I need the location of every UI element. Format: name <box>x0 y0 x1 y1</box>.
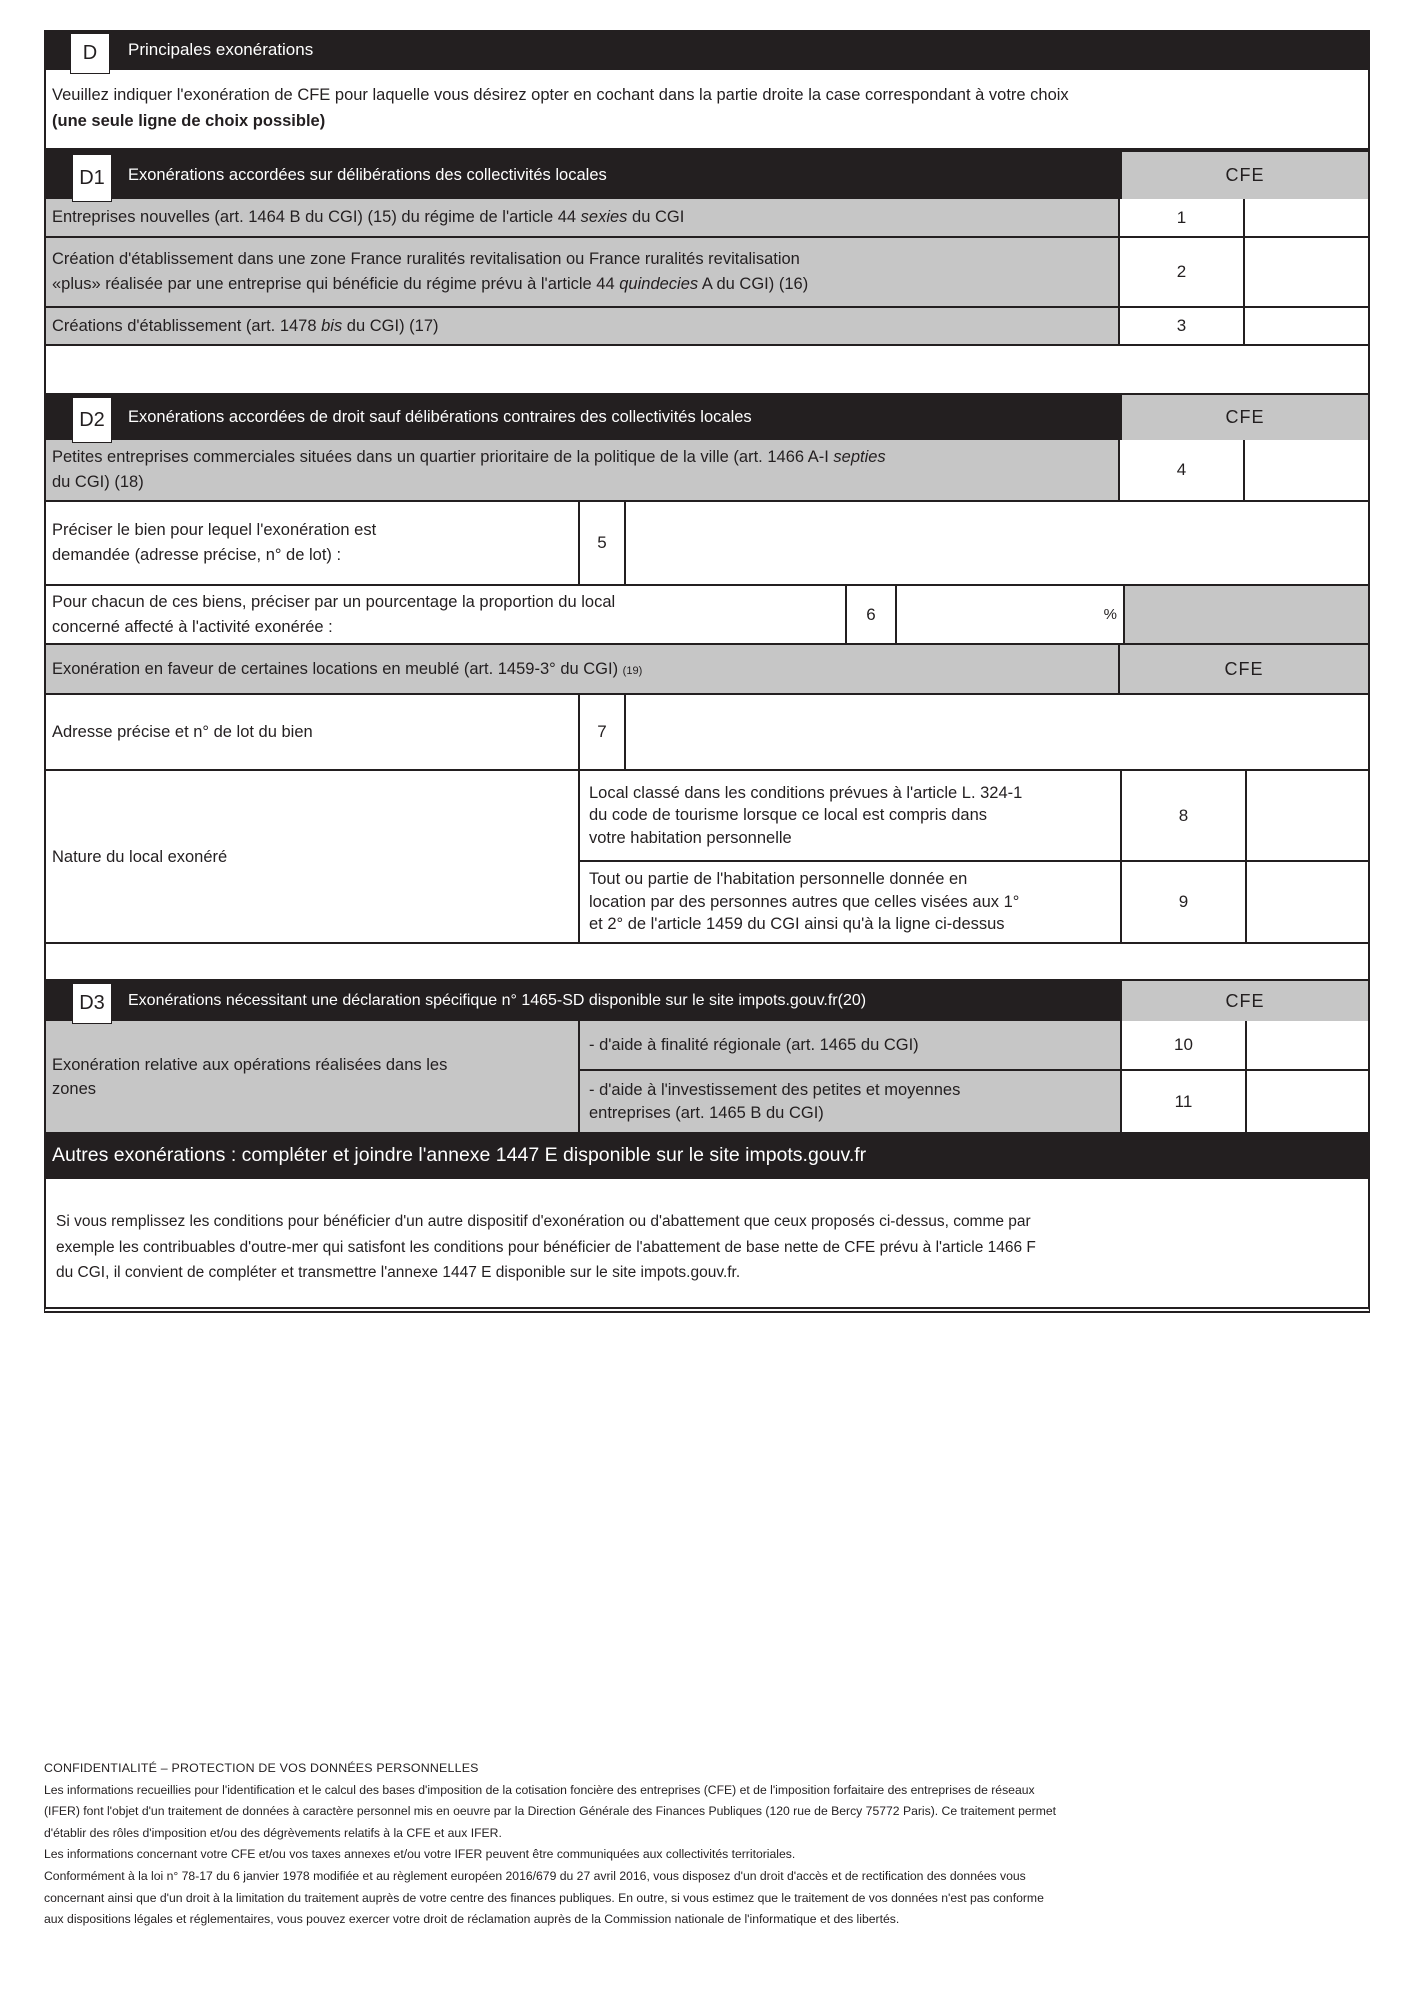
meuble-cfe-column-header: CFE <box>1118 645 1368 693</box>
row11-number: 11 <box>1120 1071 1245 1132</box>
table-row <box>580 860 1368 942</box>
row3-label: Créations d'établissement (art. 1478 bis du CGI) (17) <box>46 308 1118 344</box>
cfe-checkbox-cell-3[interactable] <box>1243 308 1368 344</box>
cfe-checkbox-cell-11[interactable] <box>1245 1071 1368 1132</box>
section-gap <box>44 944 1370 979</box>
table-row <box>580 771 1368 860</box>
d2-title: Exonérations accordées de droit sauf délibérations contraires des collectivités locales <box>128 408 752 426</box>
d1-title: Exonérations accordées sur délibérations des collectivités locales <box>128 166 607 184</box>
row9-label: Tout ou partie de l'habitation personnelle donnée en location par des personnes autres que celles visées aux 1° et 2° de l'article 1459 du CGI ainsi qu'à la ligne ci-dessus <box>580 862 1120 942</box>
cfe-checkbox-cell-4[interactable] <box>1243 440 1368 500</box>
row10-number: 10 <box>1120 1021 1245 1069</box>
zone-options <box>578 1021 1368 1132</box>
row3-number: 3 <box>1118 308 1243 344</box>
meuble-section-label: Exonération en faveur de certaines locations en meublé (art. 1459-3° du CGI) (19) <box>46 645 1118 693</box>
d1-cfe-column-header: CFE <box>1120 152 1368 199</box>
form-content <box>44 30 1370 1931</box>
row5-label: Préciser le bien pour lequel l'exonération est demandée (adresse précise, n° de lot) : <box>46 502 578 584</box>
zone-label: Exonération relative aux opérations réalisées dans les zones <box>46 1021 578 1132</box>
d3-code-box: D3 <box>72 983 112 1024</box>
d2-header-row <box>46 395 1368 440</box>
row9-number: 9 <box>1120 862 1245 942</box>
table-row <box>46 440 1368 500</box>
d3-header-row <box>46 981 1368 1021</box>
d1-code-box: D1 <box>72 154 112 202</box>
row7-number: 7 <box>578 695 626 769</box>
row8-number: 8 <box>1120 771 1245 860</box>
meuble-header-row <box>46 643 1368 693</box>
nature-local-label: Nature du local exonéré <box>46 771 578 942</box>
d1-header-row <box>46 152 1368 199</box>
autres-exonerations-bar: Autres exonérations : compléter et joindre l'annexe 1447 E disponible sur le site impots.gouv.fr <box>44 1134 1370 1177</box>
confidentiality-body: Les informations recueillies pour l'identification et le calcul des bases d'imposition de la cotisation foncière des entreprises (CFE) et de l'imposition forfaitaire des entreprises de réseaux (IFER) font l'objet d'un traitement de données à caractère personnel mis en oeuvre par la Direction Générale des Finances Publiques (120 rue de Bercy 75772 Paris). Ce traitement permet d'établir des rôles d'imposition et/ou des dégrèvements relatifs à la CFE et aux IFER. Les informations concernant votre CFE et/ou vos taxes annexes et/ou votre IFER peuvent être communiquées aux collectivités territoriales. Conformément à la loi n° 78-17 du 6 janvier 1978 modifiée et au règlement européen 2016/679 du 27 avril 2016, vous disposez d'un droit d'accès et de rectification des données vous concernant ainsi que d'un droit à la limitation du traitement auprès de votre centre des finances publiques. En outre, si vous estimez que le traitement de vos données n'est pas conforme aux dispositions légales et réglementaires, vous pouvez exercer votre droit de réclamation auprès de la Commission nationale de l'informatique et des libertés. <box>44 1782 1057 1927</box>
d3-table <box>44 979 1370 1134</box>
section-d-title: Principales exonérations <box>128 40 314 59</box>
row6-percentage-input[interactable] <box>897 586 1123 643</box>
row2-label: Création d'établissement dans une zone France ruralités revitalisation ou France ruralités revitalisation «plus» réalisée par une entreprise qui bénéficie du régime prévu à l'article 44 quindecies A du CGI) (16) <box>46 238 1118 306</box>
row6-gray-filler <box>1123 586 1368 643</box>
section-d-code-box: D <box>70 33 110 74</box>
confidentiality-title: CONFIDENTIALITÉ – PROTECTION DE VOS DONNÉES PERSONNELLES <box>44 1761 479 1775</box>
percent-sign: % <box>1103 606 1117 623</box>
blank-space <box>44 1313 1370 1758</box>
row8-label: Local classé dans les conditions prévues à l'article L. 324-1 du code de tourisme lorsque ce local est compris dans votre habitation personnelle <box>580 771 1120 860</box>
row1-label: Entreprises nouvelles (art. 1464 B du CGI) (15) du régime de l'article 44 sexies du CGI <box>46 199 1118 236</box>
table-row <box>46 693 1368 769</box>
table-row <box>46 306 1368 344</box>
cfe-checkbox-cell-9[interactable] <box>1245 862 1368 942</box>
row10-label: - d'aide à finalité régionale (art. 1465 du CGI) <box>580 1021 1120 1069</box>
intro-note-text: Veuillez indiquer l'exonération de CFE pour laquelle vous désirez opter en cochant dans la partie droite la case correspondant à votre choix (une seule ligne de choix possible) <box>52 86 1069 130</box>
d3-title: Exonérations nécessitant une déclaration spécifique n° 1465-SD disponible sur le site impots.gouv.fr(20) <box>128 992 867 1009</box>
table-row <box>46 584 1368 643</box>
table-row <box>580 1069 1368 1132</box>
cfe-checkbox-cell-1[interactable] <box>1243 199 1368 236</box>
row6-number: 6 <box>845 586 897 643</box>
cfe-checkbox-cell-8[interactable] <box>1245 771 1368 860</box>
row4-label: Petites entreprises commerciales situées dans un quartier prioritaire de la politique de la ville (art. 1466 A-I septies du CGI) (18) <box>46 440 1118 500</box>
row7-address-input[interactable] <box>626 695 1368 769</box>
table-row <box>46 236 1368 306</box>
row2-number: 2 <box>1118 238 1243 306</box>
zone-rows <box>46 1021 1368 1132</box>
table-row <box>46 500 1368 584</box>
row11-label: - d'aide à l'investissement des petites et moyennes entreprises (art. 1465 B du CGI) <box>580 1071 1120 1132</box>
row6-label: Pour chacun de ces biens, préciser par un pourcentage la proportion du local concerné affecté à l'activité exonérée : <box>46 586 845 643</box>
cfe-checkbox-cell-2[interactable] <box>1243 238 1368 306</box>
row7-label: Adresse précise et n° de lot du bien <box>46 695 578 769</box>
row1-number: 1 <box>1118 199 1243 236</box>
nature-local-rows <box>46 769 1368 942</box>
table-row <box>46 199 1368 236</box>
confidentiality-notice <box>44 1758 1370 1931</box>
d1-table <box>44 150 1370 346</box>
section-d-header-bar <box>44 30 1370 70</box>
row5-number: 5 <box>578 502 626 584</box>
cfe-checkbox-cell-10[interactable] <box>1245 1021 1368 1069</box>
intro-note <box>44 70 1370 150</box>
table-row <box>580 1021 1368 1069</box>
nature-local-options <box>578 771 1368 942</box>
d2-code-box: D2 <box>72 397 112 443</box>
d2-table <box>44 393 1370 944</box>
section-gap <box>44 346 1370 393</box>
row5-address-input[interactable] <box>626 502 1368 584</box>
autres-exonerations-note: Si vous remplissez les conditions pour bénéficier d'un autre dispositif d'exonération ou d'abattement que ceux proposés ci-dessus, comme par exemple les contribuables d'outre-mer qui satisfont les conditions pour bénéficier de l'abattement de base nette de CFE prévu à l'article 1466 F du CGI, il convient de compléter et transmettre l'annexe 1447 E disponible sur le site impots.gouv.fr. <box>44 1177 1370 1313</box>
d3-cfe-column-header: CFE <box>1120 981 1368 1021</box>
d2-cfe-column-header: CFE <box>1120 395 1368 440</box>
row4-number: 4 <box>1118 440 1243 500</box>
